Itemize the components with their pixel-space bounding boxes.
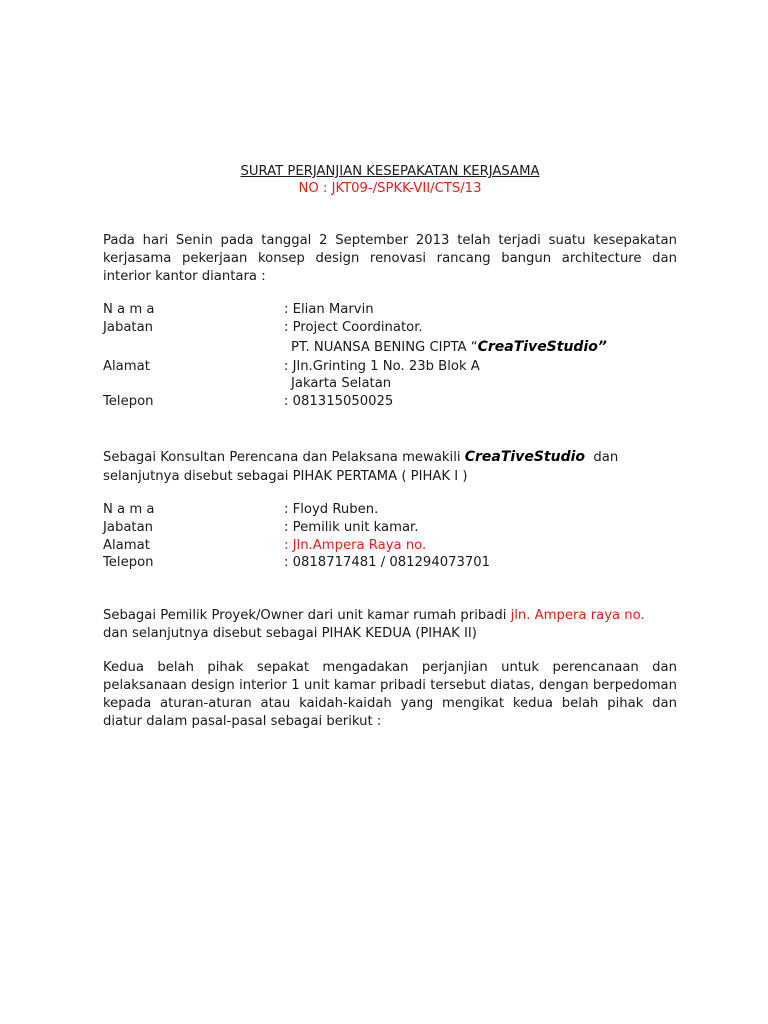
party1-alamat-label: Alamat bbox=[103, 359, 150, 374]
party1-telepon-value: : 081315050025 bbox=[284, 394, 394, 409]
party1-description-line1 bbox=[103, 448, 618, 467]
party1-telepon-label: Telepon bbox=[103, 394, 154, 409]
document-title: SURAT PERJANJIAN KESEPAKATAN KERJASAMA bbox=[240, 164, 540, 179]
company-brand: CreaTiveStudio” bbox=[477, 339, 607, 355]
party1-company bbox=[291, 338, 607, 357]
party2-jabatan-label: Jabatan bbox=[103, 520, 154, 535]
party1-nama-value: : Elian Marvin bbox=[284, 302, 374, 317]
party1-jabatan-label: Jabatan bbox=[103, 320, 154, 335]
party2-nama-label: N a m a bbox=[103, 502, 155, 517]
closing-paragraph: Kedua belah pihak sepakat mengadakan perjanjian untuk perencanaan dan pelaksanaan design interior 1 unit kamar pribadi tersebut diatas, dengan berpedoman kepada aturan-aturan atau kaidah-kaidah yang mengikat kedua belah pihak dan diatur dalam pasal-pasal sebagai berikut : bbox=[103, 660, 677, 729]
company-name: PT. NUANSA BENING CIPTA “ bbox=[291, 340, 478, 355]
intro-paragraph: Pada hari Senin pada tanggal 2 September 2013 telah terjadi suatu kesepakatan kerjasama pekerjaan konsep design renovasi rancang bangun architecture dan interior kantor diantara : bbox=[103, 233, 677, 284]
party1-jabatan-value: : Project Coordinator. bbox=[284, 320, 423, 335]
party2-description-line1 bbox=[103, 607, 645, 625]
party2-alamat-label: Alamat bbox=[103, 538, 150, 553]
document-number: NO : JKT09-/SPKK-VII/CTS/13 bbox=[298, 181, 482, 196]
party1-nama-label: N a m a bbox=[103, 302, 155, 317]
party2-description-prefix: Sebagai Pemilik Proyek/Owner dari unit kamar rumah pribadi bbox=[103, 608, 511, 623]
party1-description-brand: CreaTiveStudio bbox=[464, 449, 586, 465]
party1-alamat-value: : Jln.Grinting 1 No. 23b Blok A bbox=[284, 359, 480, 374]
party2-jabatan-value: : Pemilik unit kamar. bbox=[284, 520, 419, 535]
party2-alamat-value: : Jln.Ampera Raya no. bbox=[284, 538, 427, 553]
party1-description-suffix: dan bbox=[585, 450, 619, 465]
party2-description-address: jln. Ampera raya no. bbox=[510, 608, 645, 623]
party2-nama-value: : Floyd Ruben. bbox=[284, 502, 379, 517]
party2-description-line2: dan selanjutnya disebut sebagai PIHAK KEDUA (PIHAK II) bbox=[103, 626, 477, 641]
party1-description-line2: selanjutnya disebut sebagai PIHAK PERTAMA ( PIHAK I ) bbox=[103, 469, 468, 484]
party2-telepon-value: : 0818717481 / 081294073701 bbox=[284, 555, 491, 570]
party2-telepon-label: Telepon bbox=[103, 555, 154, 570]
party1-description-prefix: Sebagai Konsultan Perencana dan Pelaksana mewakili bbox=[103, 450, 465, 465]
party1-alamat-line2: Jakarta Selatan bbox=[291, 376, 392, 391]
